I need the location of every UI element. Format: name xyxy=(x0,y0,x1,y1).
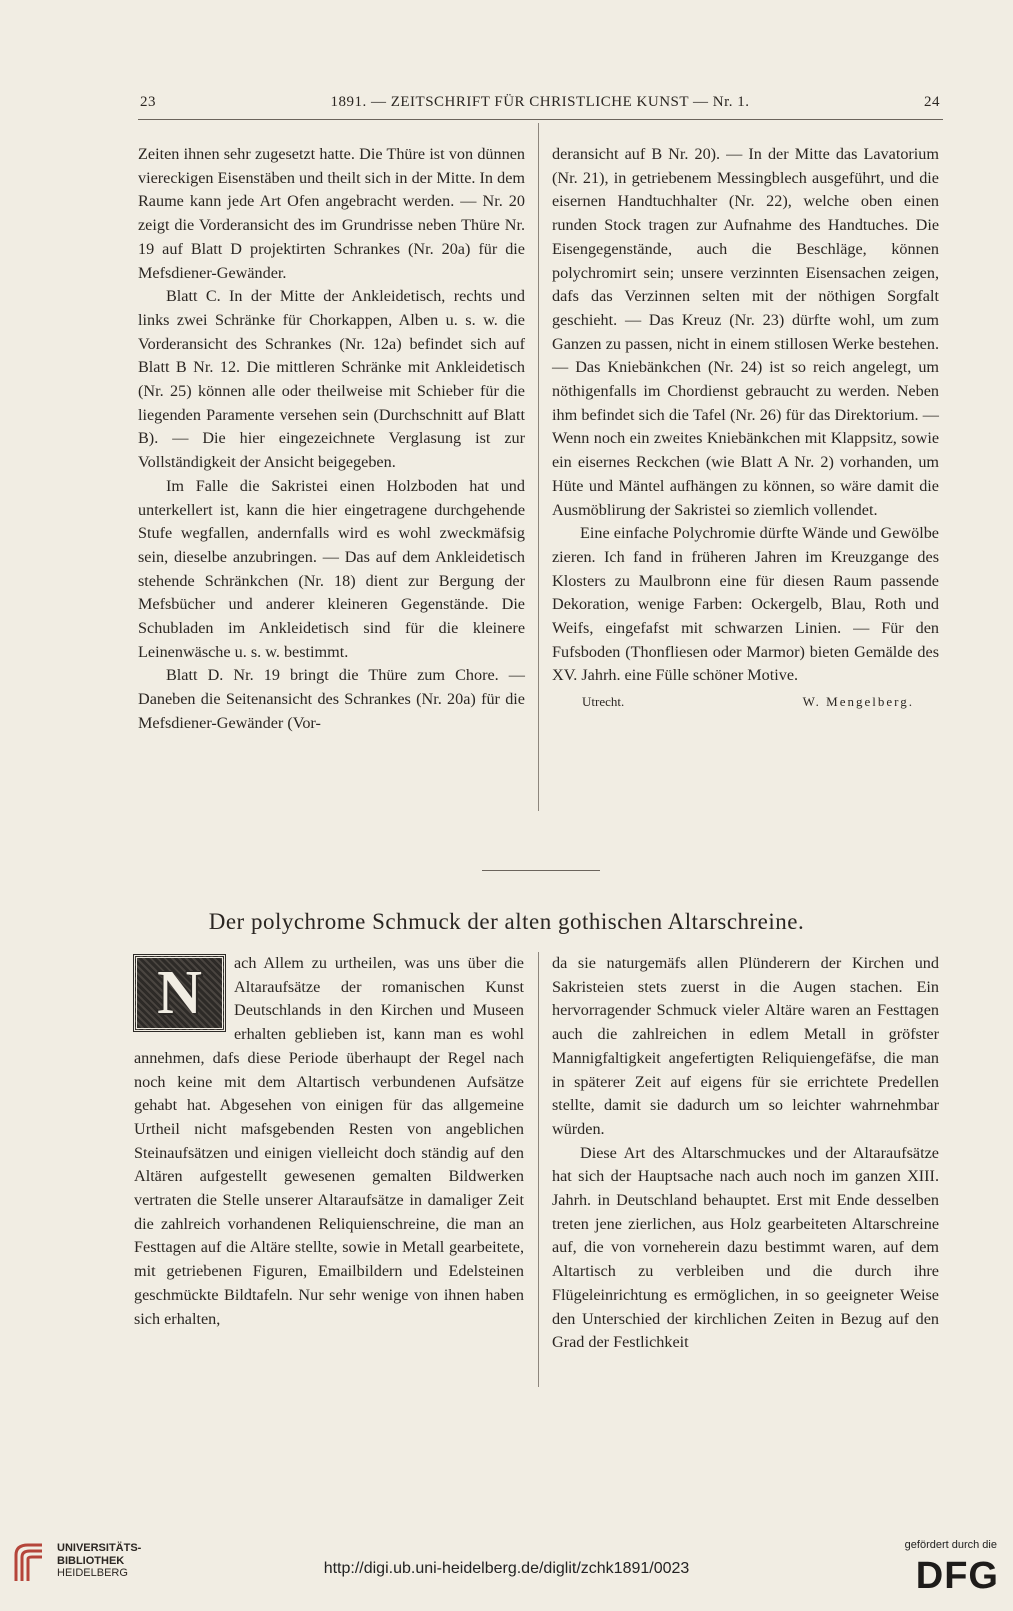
digitization-footer xyxy=(0,1533,1013,1611)
column-divider xyxy=(538,952,539,1387)
article-title: Der polychrome Schmuck der alten gothischen Altarschreine. xyxy=(208,909,805,934)
paragraph: ach Allem zu urtheilen, was uns über die Altaraufsätze der romanischen Kunst Deutschlands in den Kirchen und Museen erhalten geblieben ist, kann man es wohl annehmen, dafs diese Periode überhaupt der Regel nach noch keine mit dem Altartisch verbundenen Aufsätze gehabt hat. Abgesehen von einigen für das allgemeine Urtheil nicht mafsgebenden Resten von angeblichen Steinaufsätzen und einigen vielleicht doch ständig auf den Altären aufgestellt gewesenen gemalten Bildwerken vertraten die Stelle unserer Altaraufsätze in damaliger Zeit die zahlreich vorhandenen Reliquienschreine, die man an Festtagen auf die Altäre stellte, sowie in Metall gearbeitete, mit getriebenen Figuren, Emailbildern und Edelsteinen geschmückte Bildtafeln. Nur sehr wenige von ihnen haben sich erhalten, xyxy=(134,954,524,1328)
paragraph: Blatt D. Nr. 19 bringt die Thüre zum Chore. — Daneben die Seitenansicht des Schrankes (Nr. 20a) für die Mefsdiener-Gewänder (Vor- xyxy=(138,666,525,732)
signature xyxy=(552,688,939,714)
running-head xyxy=(140,94,940,118)
funder-logo: DFG xyxy=(915,1555,999,1597)
library-name-line: BIBLIOTHEK xyxy=(57,1554,125,1567)
header-rule xyxy=(138,119,943,120)
source-url[interactable]: http://digi.ub.uni-heidelberg.de/diglit/zchk1891/0023 xyxy=(323,1560,690,1577)
left-column-top xyxy=(138,143,525,736)
decorated-initial xyxy=(134,955,225,1031)
paragraph: Im Falle die Sakristei einen Holzboden hat und unterkellert ist, kann die hier eingetragene durchgehende Stufe wegfallen, andernfalls wird es wohl zweckmäfsig sein, dieselbe anzubringen. — Das auf dem Ankleidetisch stehende Schränkchen (Nr. 18) dient zur Bergung der Mefsbücher und anderer kleineren Gegenstände. Die Schubladen im Ankleidetisch sind für die kleinere Leinenwäsche u. s. w. bestimmt. xyxy=(138,476,525,661)
paragraph: Diese Art des Altarschmuckes und der Altaraufsätze hat sich der Hauptsache nach auch noch im ganzen XIII. Jahrh. in Deutschland behauptet. Erst mit Ende desselben treten jene zierlichen, aus Holz gearbeiteten Altarschreine auf, die von vorneherein dazu bestimmt waren, auf dem Altartisch zu verbleiben und die durch ihre Flügeleinrichtung es ermöglichen, in so geeigneter Weise den Unterschied der kirchlichen Zeiten in Bezug auf den Grad der Festlichkeit xyxy=(552,1143,939,1352)
journal-title: 1891. — ZEITSCHRIFT FÜR CHRISTLICHE KUNST — Nr. 1. xyxy=(330,94,750,110)
article-right-column xyxy=(552,952,939,1355)
page-number-left: 23 xyxy=(140,94,156,110)
column-divider xyxy=(538,123,539,811)
page-number-right: 24 xyxy=(924,94,940,110)
section-rule xyxy=(482,870,600,871)
signature-name: W. Mengelberg. xyxy=(802,694,914,710)
library-name-line: UNIVERSITÄTS- xyxy=(57,1542,142,1554)
paragraph: Blatt C. In der Mitte der Ankleidetisch, rechts und links zwei Schränke für Chorkappen, Alben u. s. w. die Vorderansicht des Schrankes (Nr. 12a) befindet sich auf Blatt B Nr. 12. Die mittleren Schränke mit Ankleidetisch (Nr. 25) können alle oder theilweise mit Schieber für die liegenden Paramente versehen sein (Durchschnitt auf Blatt B). — Die hier eingezeichnete Verglasung ist zur Vollständigkeit der Ansicht beigegeben. xyxy=(138,287,525,472)
initial-letter: N xyxy=(157,959,202,1027)
paragraph: Zeiten ihnen sehr zugesetzt hatte. Die Thüre ist von dünnen viereckigen Eisenstäben und theilt sich in der Mitte. In dem Raume kann jede Art Ofen angebracht werden. — Nr. 20 zeigt die Vorderansicht des im Grundrisse neben Thüre Nr. 19 auf Blatt D projektirten Schrankes (Nr. 20a) für die Mefsdiener-Gewänder. xyxy=(138,145,525,282)
paragraph: deransicht auf B Nr. 20). — In der Mitte das Lavatorium (Nr. 21), in getriebenem Messingblech ausgeführt, und die eisernen Handtuchhalter (Nr. 22), welche oben einen runden Stock tragen zur Aufnahme des Handtuches. Die Eisengegenstände, auch die Beschläge, können polychromirt sein; unsere verzinnten Eisensachen zeigen, dafs das Verzinnen selten mit der nöthigen Sorgfalt geschieht. — Das Kreuz (Nr. 23) dürfte wohl, um zum Ganzen zu passen, nicht in einem stillosen Werke bestehen. — Das Kniebänkchen (Nr. 24) ist so reich angelegt, um nöthigenfalls im Chordienst gebraucht zu werden. Neben ihm befindet sich die Tafel (Nr. 26) für das Direktorium. — Wenn noch ein zweites Kniebänkchen mit Klappsitz, sowie ein eisernes Reckchen (wie Blatt A Nr. 2) vorhanden, um Hüte und Mäntel aufhängen zu können, so wäre damit die Ausmöblirung der Sakristei so ziemlich vollendet. xyxy=(552,145,939,519)
right-column-top xyxy=(552,143,939,714)
funding-note: gefördert durch die xyxy=(904,1539,997,1551)
signature-place: Utrecht. xyxy=(582,694,625,710)
paragraph: da sie naturgemäfs allen Plünderern der Kirchen und Sakristeien stets zuerst in die Augen stachen. Ein hervorragender Schmuck vieler Altäre waren an Festtagen auch die zahlreichen in edlem Metall in gröfster Mannigfaltigkeit angefertigten Reliquiengefäfse, die man in späterer Zeit auf eigens für sie errichtete Predellen stellte, damit sie dadurch um so leichter wahrnehmbar würden. xyxy=(552,954,939,1138)
article-left-column xyxy=(134,952,524,1331)
library-name-line: HEIDELBERG xyxy=(57,1567,128,1579)
paragraph: Eine einfache Polychromie dürfte Wände und Gewölbe zieren. Ich fand in früheren Jahren im Kreuzgange des Klosters zu Maulbronn eine für diesen Raum passende Dekoration, wenige Farben: Ockergelb, Blau, Roth und Weifs, eingefafst mit schwarzen Linien. — Für den Fufsboden (Thonfliesen oder Marmor) bieten Gemälde des XV. Jahrh. eine Fülle schöner Motive. xyxy=(552,524,939,685)
